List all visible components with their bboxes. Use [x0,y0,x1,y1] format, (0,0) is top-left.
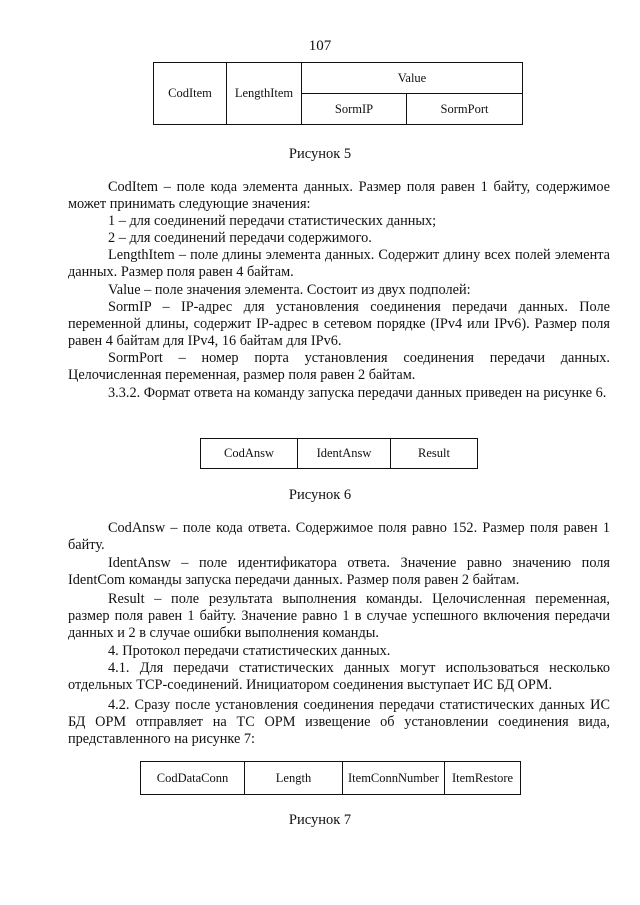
paragraph-codansw: CodAnsw – поле кода ответа. Содержимое поля равно 152. Размер поля равен 1 байту. [68,520,610,553]
field-itemconnnumber: ItemConnNumber [343,762,445,795]
paragraph-section-4: 4. Протокол передачи статистических данных. [108,643,391,659]
paragraph-result: Result – поле результата выполнения команды. Целочисленная переменная, размер поля равен 1 байту. Значение равно 1 в случае успешного включения передачи данных и 2 в случае ошибки выполнения команды. [68,591,610,641]
paragraph-identansw: IdentAnsw – поле идентификатора ответа. Значение равно значению поля IdentCom команды запуска передачи данных. Размер поля равен 2 байтам. [68,555,610,588]
field-codansw: CodAnsw [201,439,298,469]
field-sormip: SormIP [302,94,407,125]
paragraph-value-1: 1 – для соединений передачи статистических данных; [108,213,437,229]
page-number: 107 [308,38,332,54]
paragraph-lengthitem: LengthItem – поле длины элемента данных. Содержит длину всех полей элемента данных. Размер поля равен 4 байтам. [68,247,610,280]
figure-7-caption: Рисунок 7 [288,812,352,828]
field-result: Result [391,439,478,469]
paragraph-4-2: 4.2. Сразу после установления соединения передачи статистических данных ИС БД ОРМ отправляет на ТС ОРМ извещение об установлении соединения вида, представленного на рисунке 7: [68,697,610,747]
paragraph-value: Value – поле значения элемента. Состоит из двух подполей: [108,282,471,298]
paragraph-value-2: 2 – для соединений передачи содержимого. [108,230,372,246]
paragraph-sormip: SormIP – IP-адрес для установления соединения передачи данных. Поле переменной длины, содержит IP-адрес в сетевом порядке (IPv4 или IPv6). Размер поля равен 4 байтам для IPv4, 16 байтам для IPv6. [68,299,610,349]
field-coditem: CodItem [154,63,227,125]
paragraph-sormport: SormPort – номер порта установления соединения передачи данных. Целочисленная переменная, размер поля равен 2 байтам. [68,350,610,383]
field-coddataconn: CodDataConn [141,762,245,795]
figure-5-table [153,62,523,125]
paragraph-coditem: CodItem – поле кода элемента данных. Размер поля равен 1 байту, содержимое может принимать следующие значения: [68,179,610,212]
figure-7-table [140,761,521,795]
paragraph-4-1: 4.1. Для передачи статистических данных могут использоваться несколько отдельных TCP-соединений. Инициатором соединения выступает ИС БД ОРМ. [68,660,610,693]
figure-6-table [200,438,478,469]
field-length: Length [245,762,343,795]
field-identansw: IdentAnsw [298,439,391,469]
paragraph-3-3-2: 3.3.2. Формат ответа на команду запуска передачи данных приведен на рисунке 6. [108,385,607,401]
field-value: Value [302,63,523,94]
field-sormport: SormPort [407,94,523,125]
field-lengthitem: LengthItem [227,63,302,125]
field-itemrestore: ItemRestore [445,762,521,795]
figure-6-caption: Рисунок 6 [288,487,352,503]
figure-5-caption: Рисунок 5 [288,146,352,162]
